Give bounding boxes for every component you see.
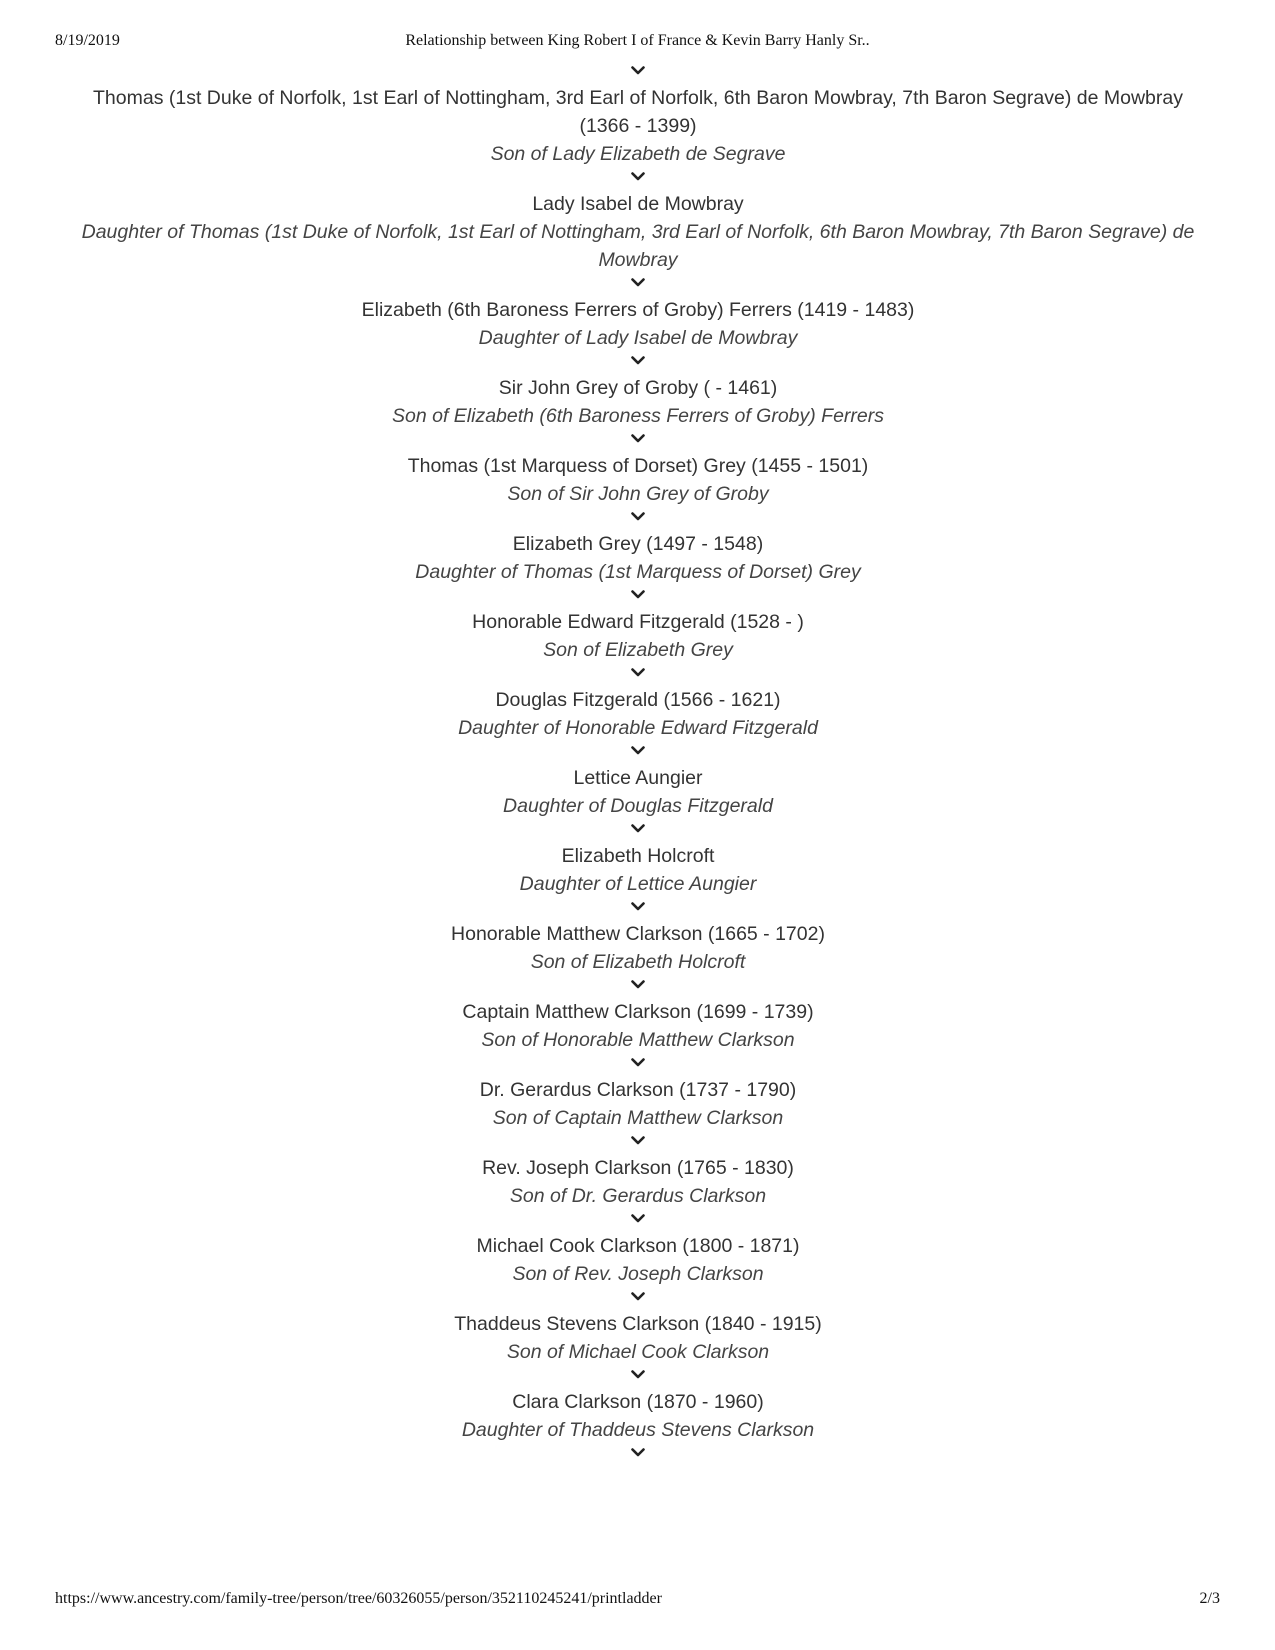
chevron-down-icon (78, 1214, 1198, 1232)
ladder-person (78, 842, 1198, 898)
ladder-person (78, 1310, 1198, 1366)
person-name: Elizabeth Holcroft (561, 845, 715, 867)
person-name: Elizabeth (6th Baroness Ferrers of Groby) Ferrers (1419 - 1483) (361, 299, 915, 321)
chevron-down-icon (78, 980, 1198, 998)
person-name: Michael Cook Clarkson (1800 - 1871) (476, 1235, 800, 1257)
chevron-down-icon (78, 824, 1198, 842)
person-relation: Daughter of Honorable Edward Fitzgerald (458, 717, 818, 739)
person-name: Douglas Fitzgerald (1566 - 1621) (495, 689, 781, 711)
ladder-person (78, 374, 1198, 430)
page-header (0, 32, 1275, 54)
person-name: Rev. Joseph Clarkson (1765 - 1830) (482, 1157, 794, 1179)
ladder-person (78, 190, 1198, 274)
chevron-down-icon (78, 668, 1198, 686)
person-relation: Son of Michael Cook Clarkson (506, 1341, 770, 1363)
page-number: 2/3 (1199, 1590, 1220, 1607)
chevron-down-icon (78, 902, 1198, 920)
chevron-down-icon (78, 278, 1198, 296)
ladder-person (78, 1388, 1198, 1444)
chevron-down-icon (78, 1292, 1198, 1310)
person-relation: Son of Elizabeth Grey (543, 639, 733, 661)
ladder-person (78, 296, 1198, 352)
person-name: Elizabeth Grey (1497 - 1548) (512, 533, 764, 555)
person-name: Honorable Edward Fitzgerald (1528 - ) (472, 611, 804, 633)
person-name: Thomas (1st Duke of Norfolk, 1st Earl of Nottingham, 3rd Earl of Norfolk, 6th Baron Mowbray, 7th Baron Segrave) de Mowbray (1366 - 1399) (93, 87, 1183, 137)
chevron-down-icon (78, 1058, 1198, 1076)
person-name: Clara Clarkson (1870 - 1960) (512, 1391, 764, 1413)
page-title: Relationship between King Robert I of France & Kevin Barry Hanly Sr.. (405, 32, 870, 49)
relationship-ladder (78, 62, 1198, 1466)
print-date: 8/19/2019 (55, 32, 120, 49)
person-relation: Son of Captain Matthew Clarkson (492, 1107, 784, 1129)
person-relation: Son of Sir John Grey of Groby (507, 483, 769, 505)
page-footer (0, 1590, 1275, 1612)
person-name: Lettice Aungier (573, 767, 703, 789)
chevron-down-icon (78, 172, 1198, 190)
person-name: Thaddeus Stevens Clarkson (1840 - 1915) (454, 1313, 822, 1335)
person-relation: Son of Elizabeth Holcroft (530, 951, 746, 973)
chevron-down-icon (78, 512, 1198, 530)
chevron-down-icon (78, 1136, 1198, 1154)
ladder-person (78, 530, 1198, 586)
ladder-person (78, 84, 1198, 168)
person-relation: Son of Honorable Matthew Clarkson (481, 1029, 795, 1051)
person-name: Dr. Gerardus Clarkson (1737 - 1790) (479, 1079, 797, 1101)
chevron-down-icon (78, 356, 1198, 374)
person-name: Honorable Matthew Clarkson (1665 - 1702) (451, 923, 825, 945)
chevron-down-icon (78, 746, 1198, 764)
person-relation: Daughter of Lettice Aungier (519, 873, 757, 895)
chevron-down-icon (78, 1370, 1198, 1388)
ladder-person (78, 1232, 1198, 1288)
person-relation: Son of Dr. Gerardus Clarkson (509, 1185, 767, 1207)
ladder-person (78, 920, 1198, 976)
page-url: https://www.ancestry.com/family-tree/person/tree/60326055/person/352110245241/printladder (55, 1590, 662, 1607)
chevron-down-icon (78, 66, 1198, 84)
person-name: Sir John Grey of Groby ( - 1461) (498, 377, 778, 399)
person-name: Lady Isabel de Mowbray (532, 193, 744, 215)
chevron-down-icon (78, 590, 1198, 608)
chevron-down-icon (78, 1448, 1198, 1466)
person-relation: Daughter of Thomas (1st Duke of Norfolk, 1st Earl of Nottingham, 3rd Earl of Norfolk, 6th Baron Mowbray, 7th Baron Segrave) de Mowbray (81, 221, 1195, 271)
ladder-person (78, 1154, 1198, 1210)
person-name: Thomas (1st Marquess of Dorset) Grey (1455 - 1501) (407, 455, 869, 477)
ladder-person (78, 764, 1198, 820)
person-relation: Son of Elizabeth (6th Baroness Ferrers of Groby) Ferrers (391, 405, 885, 427)
person-relation: Daughter of Thomas (1st Marquess of Dorset) Grey (415, 561, 861, 583)
chevron-down-icon (78, 434, 1198, 452)
ladder-person (78, 686, 1198, 742)
ladder-person (78, 452, 1198, 508)
ladder-person (78, 1076, 1198, 1132)
person-name: Captain Matthew Clarkson (1699 - 1739) (462, 1001, 814, 1023)
ladder-person (78, 998, 1198, 1054)
person-relation: Daughter of Douglas Fitzgerald (503, 795, 773, 817)
person-relation: Son of Lady Elizabeth de Segrave (490, 143, 786, 165)
ladder-person (78, 608, 1198, 664)
person-relation: Son of Rev. Joseph Clarkson (512, 1263, 764, 1285)
person-relation: Daughter of Thaddeus Stevens Clarkson (461, 1419, 815, 1441)
person-relation: Daughter of Lady Isabel de Mowbray (478, 327, 798, 349)
